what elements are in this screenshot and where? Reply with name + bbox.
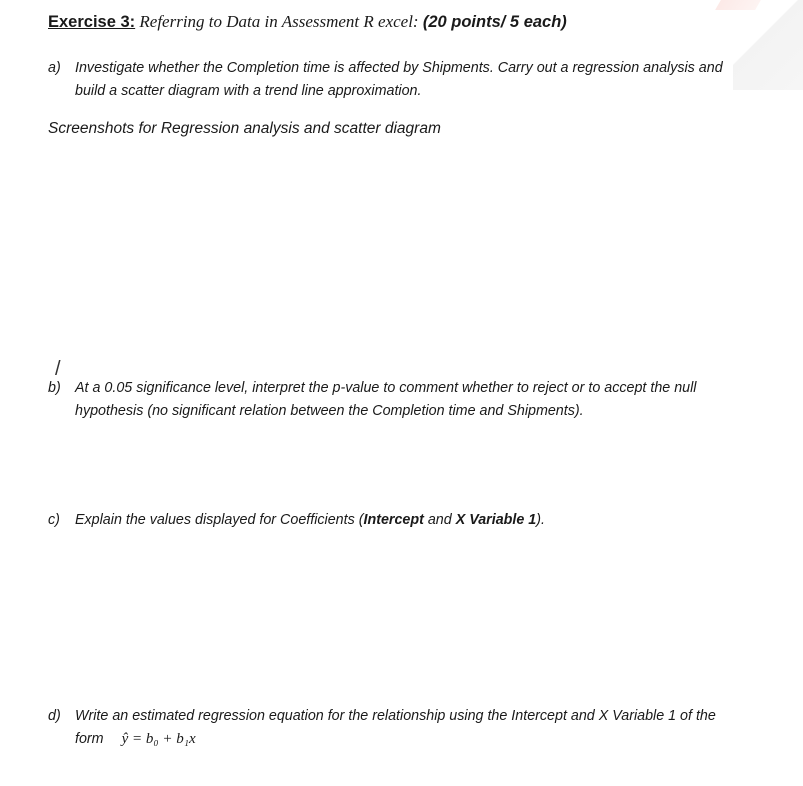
- exercise-label: Exercise 3:: [48, 13, 136, 31]
- question-c-text-after: ).: [536, 512, 545, 528]
- exercise-points: (20 points/ 5 each): [422, 13, 567, 31]
- top-accent-decoration: [715, 0, 761, 10]
- question-d-label: d): [48, 708, 61, 724]
- exercise-reference: Referring to Data in Assessment R excel:: [135, 12, 423, 31]
- corner-decoration: [733, 0, 803, 90]
- screenshots-heading: Screenshots for Regression analysis and scatter diagram: [48, 120, 441, 137]
- question-a-label: a): [48, 60, 61, 76]
- question-b: [48, 377, 696, 423]
- question-b-line1: At a 0.05 significance level, interpret the p-value to comment whether to reject or to accept the null: [75, 380, 697, 396]
- cursor-mark: /: [55, 358, 61, 380]
- question-d-line2-wrap: [48, 728, 716, 751]
- question-b-label: b): [48, 380, 61, 396]
- question-d: [48, 705, 716, 751]
- question-a: [48, 57, 723, 103]
- question-c-text-before: Explain the values displayed for Coefficients (: [75, 512, 364, 528]
- question-c-and: and: [423, 512, 456, 528]
- regression-formula: ŷ = b₀ + b₁x: [121, 731, 196, 747]
- question-d-line2: form: [75, 731, 104, 747]
- exercise-title: [48, 12, 567, 32]
- question-a-line2: build a scatter diagram with a trend line approximation.: [75, 83, 422, 99]
- question-c-xvar: X Variable 1: [455, 512, 537, 528]
- question-a-line1: Investigate whether the Completion time is affected by Shipments. Carry out a regression analysis and: [75, 60, 723, 76]
- question-b-line2: hypothesis (no significant relation between the Completion time and Shipments).: [75, 403, 584, 419]
- question-c-label: c): [48, 512, 60, 528]
- question-c-intercept: Intercept: [363, 512, 424, 528]
- question-d-line1: Write an estimated regression equation for the relationship using the Intercept and X Variable 1 of the: [75, 708, 716, 724]
- question-c: [48, 509, 545, 532]
